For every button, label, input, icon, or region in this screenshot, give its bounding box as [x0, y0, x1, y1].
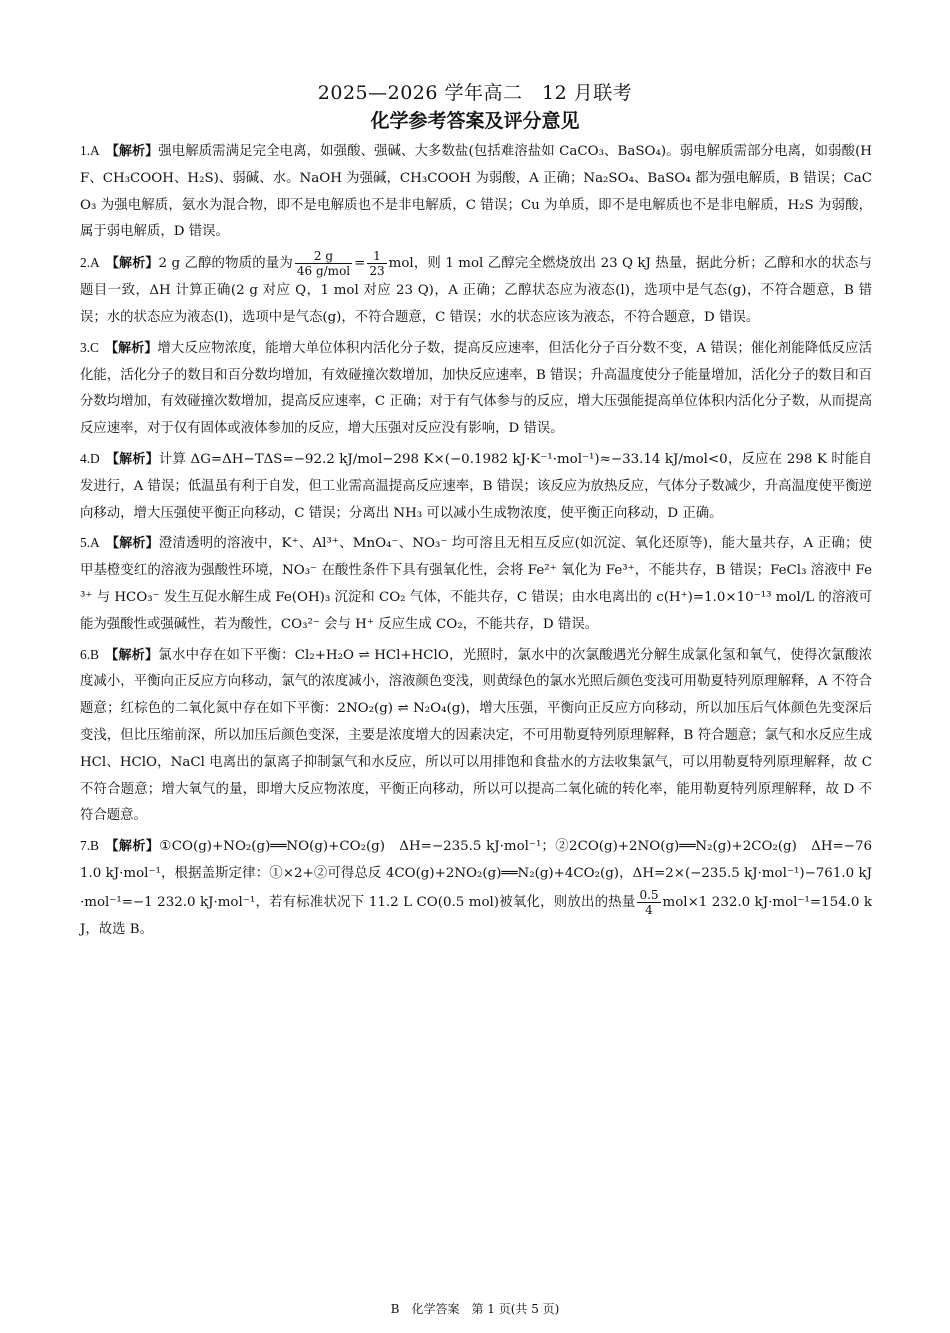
answer-number: 2.A	[80, 255, 100, 271]
fraction-mol-ratio	[637, 888, 660, 917]
answer-text: 澄清透明的溶液中，K⁺、Al³⁺、MnO₄⁻、NO₃⁻ 均可溶且无相互反应(如沉淀、氧化还原等)，能大量共存，A 正确；使甲基橙变红的溶液为强酸性环境，NO₃⁻ 在酸性条件下具有强氧化性，会将 Fe²⁺ 氧化为 Fe³⁺，不能共存，B 错误；FeCl₃ 溶液中 Fe³⁺ 与 HCO₃⁻ 发生互促水解生成 Fe(OH)₃ 沉淀和 CO₂ 气体，不能共存，C 错误；由水电离出的 c(H⁺)=1.0×10⁻¹³ mol/L 的溶液可能为强酸性或强碱性，若为酸性，CO₃²⁻ 会与 H⁺ 反应生成 CO₂，不能共存，D 错误。	[80, 536, 872, 632]
equals-sign: =	[354, 256, 366, 272]
answer-text: 强电解质需满足完全电离，如强酸、强碱、大多数盐(包括难溶盐如 CaCO₃、BaSO₄)。弱电解质需部分电离，如弱酸(HF、CH₃COOH、H₂S)、弱碱、水。NaOH 为强碱，CH₃COOH 为弱酸，A 正确；Na₂SO₄、BaSO₄ 都为强电解质，B 错误；CaCO₃ 为强电解质，氨水为混合物，即不是电解质也不是非电解质，C 错误；Cu 为单质，即不是电解质也不是非电解质，H₂S 为弱酸，属于弱电解质，D 错误。	[80, 144, 872, 240]
answer-number: 6.B	[80, 646, 99, 662]
fraction-mass-over-molar-mass	[295, 249, 352, 278]
answer-number: 1.A	[80, 143, 100, 158]
answer-text-after: mol，则 1 mol 乙醇完全燃烧放出 23 Q kJ 热量，据此分析；乙醇和水的状态与题目一致，ΔH 计算正确(2 g 对应 Q，1 mol 对应 23 Q)，A 正确；乙醇状态应为液态(l)，选项中是气态(g)，不符合题意，B 错误；水的状态应为液态(l)，选项中是气态(g)，不符合题意，C 错误；水的状态应该为液态，不符合题意，D 错误。	[80, 256, 872, 325]
fraction-denominator: 23	[369, 264, 385, 279]
answer-text-before: ①CO(g)+NO₂(g)══NO(g)+CO₂(g) ΔH=−235.5 kJ·mol⁻¹；②2CO(g)+2NO(g)══N₂(g)+2CO₂(g) ΔH=−761.0 kJ·mol⁻¹，根据盖斯定律：①×2+②可得总反 4CO(g)+2NO₂(g)══N₂(g)+4CO₂(g)，ΔH=2×(−235.5 kJ·mol⁻¹)−761.0 kJ·mol⁻¹=−1 232.0 kJ·mol⁻¹，若有标准状况下 11.2 L CO(0.5 mol)被氧化，则放出的热量	[80, 839, 872, 910]
fraction-numerator: 2 g	[295, 249, 352, 264]
answer-text: 增大反应物浓度，能增大单位体积内活化分子数，提高反应速率，但活化分子百分数不变，A 错误；催化剂能降低反应活化能，活化分子的数目和百分数均增加，有效碰撞次数增加，加快反应速率，B 错误；升高温度使分子能量增加，活化分子的数目和百分数均增加，有效碰撞次数增加，提高反应速率，C 正确；对于有气体参与的反应，增大压强能提高单位体积内活化分子数，从而提高反应速率，对于仅有固体或液体参加的反应，增大压强对反应没有影响，D 错误。	[80, 340, 872, 437]
analysis-tag: 【解析】	[104, 839, 160, 855]
answer-item-5	[80, 530, 872, 638]
fraction-numerator: 1	[367, 249, 386, 264]
answer-number: 5.A	[80, 535, 100, 551]
page-subtitle: 化学参考答案及评分意见	[370, 110, 580, 132]
answer-text-before: 2 g 乙醇的物质的量为	[158, 256, 293, 272]
answer-item-7	[80, 833, 872, 943]
fraction-denominator: 46 g/mol	[296, 264, 351, 279]
answer-text: 计算 ΔG=ΔH−TΔS=−92.2 kJ/mol−298 K×(−0.1982 kJ·K⁻¹·mol⁻¹)≈−33.14 kJ/mol<0，反应在 298 K 时能自发进行，A 错误；低温虽有利于自发，但工业需高温提高反应速率，B 错误；该反应为放热反应，气体分子数减少，升高温度使平衡逆向移动，增大压强使平衡正向移动，C 错误；分离出 NH₃ 可以减小生成物浓度，使平衡正向移动，D 正确。	[80, 451, 872, 521]
answer-item-6	[80, 642, 872, 831]
page-footer: B 化学答案 第 1 页(共 5 页)	[390, 1302, 560, 1316]
answer-list	[80, 138, 872, 947]
fraction-numerator: 0.5	[639, 887, 659, 902]
answer-item-4	[80, 446, 872, 527]
analysis-tag: 【解析】	[104, 340, 158, 356]
answer-text-after: mol×1 232.0 kJ·mol⁻¹=154.0 kJ，故选 B。	[80, 894, 873, 937]
answer-number: 3.C	[80, 339, 99, 355]
answer-text: 氯水中存在如下平衡：Cl₂+H₂O ⇌ HCl+HClO，光照时，氯水中的次氯酸遇光分解生成氯化氢和氧气，使得次氯酸浓度减小，平衡向正反应方向移动，氯气的浓度减小，溶液颜色变浅，则黄绿色的氯水光照后颜色变浅可用勒夏特列原理解释，A 不符合题意；红棕色的二氧化氮中存在如下平衡：2NO₂(g) ⇌ N₂O₄(g)，增大压强，平衡向正反应方向移动，所以加压后气体颜色先变深后变浅，但比压缩前深，所以加压后颜色变深，主要是浓度增大的因素决定，不可用勒夏特列原理解释，B 符合题意；氯气和水反应生成 HCl、HClO，NaCl 电离出的氯离子抑制氯气和水反应，所以可以用排饱和食盐水的方法收集氯气，可以用勒夏特列原理解释，故 C 不符合题意；增大氧气的量，即增大反应物浓度，平衡正向移动，所以可以提高二氧化硫的转化率，能用勒夏特列原理解释，故 D 不符合题意。	[80, 647, 872, 824]
page-title: 2025—2026 学年高二 12 月联考	[317, 82, 633, 104]
fraction-result	[367, 249, 386, 278]
analysis-tag: 【解析】	[105, 256, 159, 272]
answer-item-3	[80, 335, 872, 443]
answer-number: 4.D	[80, 450, 100, 466]
fraction-denominator: 4	[645, 902, 653, 917]
analysis-tag: 【解析】	[105, 451, 159, 467]
answer-item-1	[80, 138, 872, 246]
answer-number: 7.B	[80, 838, 99, 854]
answer-item-2	[80, 249, 872, 332]
analysis-tag: 【解析】	[105, 144, 159, 159]
analysis-tag: 【解析】	[104, 647, 159, 663]
analysis-tag: 【解析】	[105, 536, 159, 552]
